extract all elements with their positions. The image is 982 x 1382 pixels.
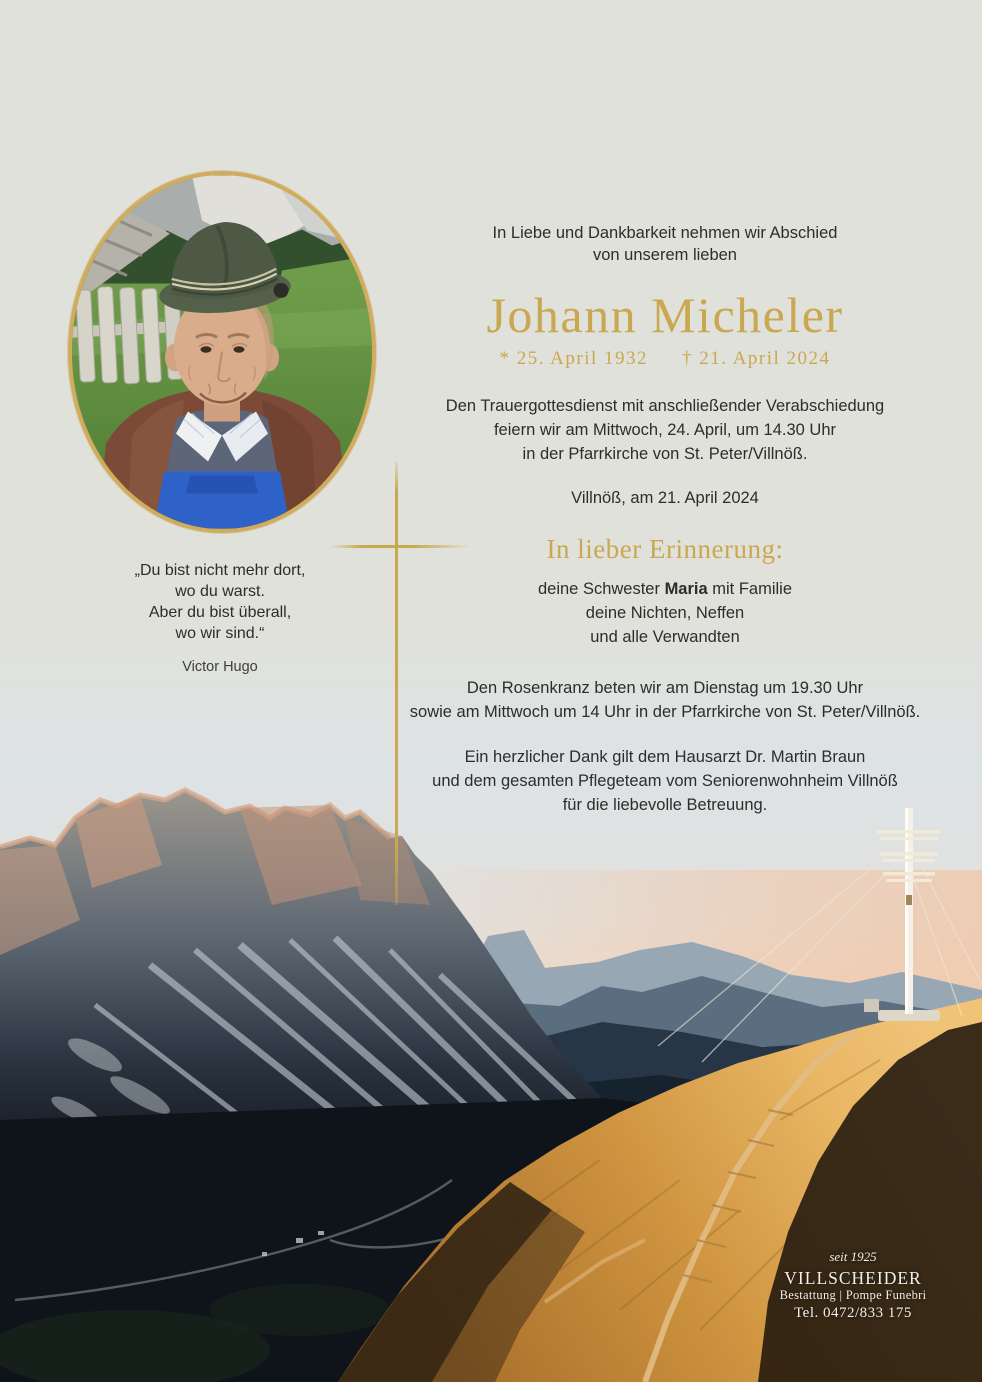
mourners-list [330,577,982,649]
memorial-cross-icon [395,461,398,905]
logo-phone: Tel. 0472/833 175 [794,1305,912,1321]
rosary-line: sowie am Mittwoch um 14 Uhr in der Pfarrkirche von St. Peter/Villnöß. [409,703,921,721]
rosary-line: Den Rosenkranz beten wir am Dienstag um 19.30 Uhr [466,679,864,697]
memorial-cross-icon [331,545,468,548]
service-announcement [330,394,982,466]
quote-author: Victor Hugo [182,659,258,675]
intro-line: von unserem lieben [592,246,737,264]
announcement-column [330,0,982,1382]
portrait-illustration [72,175,372,529]
quote-line: wo du warst. [175,583,265,600]
mourner-line: deine Schwester Maria mit Familie [537,580,793,598]
place-dateline: Villnöß, am 21. April 2024 [571,489,759,507]
quote-block [88,560,352,678]
remembrance-heading: In lieber Erinnerung: [546,534,784,564]
thanks-line: Ein herzlicher Dank gilt dem Hausarzt Dr. Martin Braun [464,748,866,766]
logo-name: VILLSCHEIDER [784,1268,922,1288]
deceased-name: Johann Micheler [486,287,844,343]
intro-text [330,222,982,266]
thanks-text [330,745,982,817]
birth-date: * 25. April 1932 [499,348,648,369]
service-line: Den Trauergottesdienst mit anschließender Verabschiedung [445,397,885,415]
quote-line: wo wir sind.“ [175,625,265,642]
logo-since: seit 1925 [829,1249,877,1264]
service-line: feiern wir am Mittwoch, 24. April, um 14.30 Uhr [493,421,837,439]
life-dates [330,348,982,370]
quote-line: Aber du bist überall, [148,604,292,621]
mourner-line: und alle Verwandten [590,628,740,646]
rosary-announcement [330,676,982,724]
death-date: † 21. April 2024 [682,348,831,369]
thanks-line: für die liebevolle Betreuung. [562,796,768,814]
thanks-line: und dem gesamten Pflegeteam vom Seniorenwohnheim Villnöß [432,772,898,790]
intro-line: In Liebe und Dankbarkeit nehmen wir Abschied [492,224,838,242]
service-line: in der Pfarrkirche von St. Peter/Villnöß. [522,445,808,463]
sister-name: Maria [664,580,708,598]
quote-line: „Du bist nicht mehr dort, [134,562,306,579]
mourner-line: deine Nichten, Neffen [585,604,745,622]
logo-tagline: Bestattung | Pompe Funebri [779,1288,927,1302]
